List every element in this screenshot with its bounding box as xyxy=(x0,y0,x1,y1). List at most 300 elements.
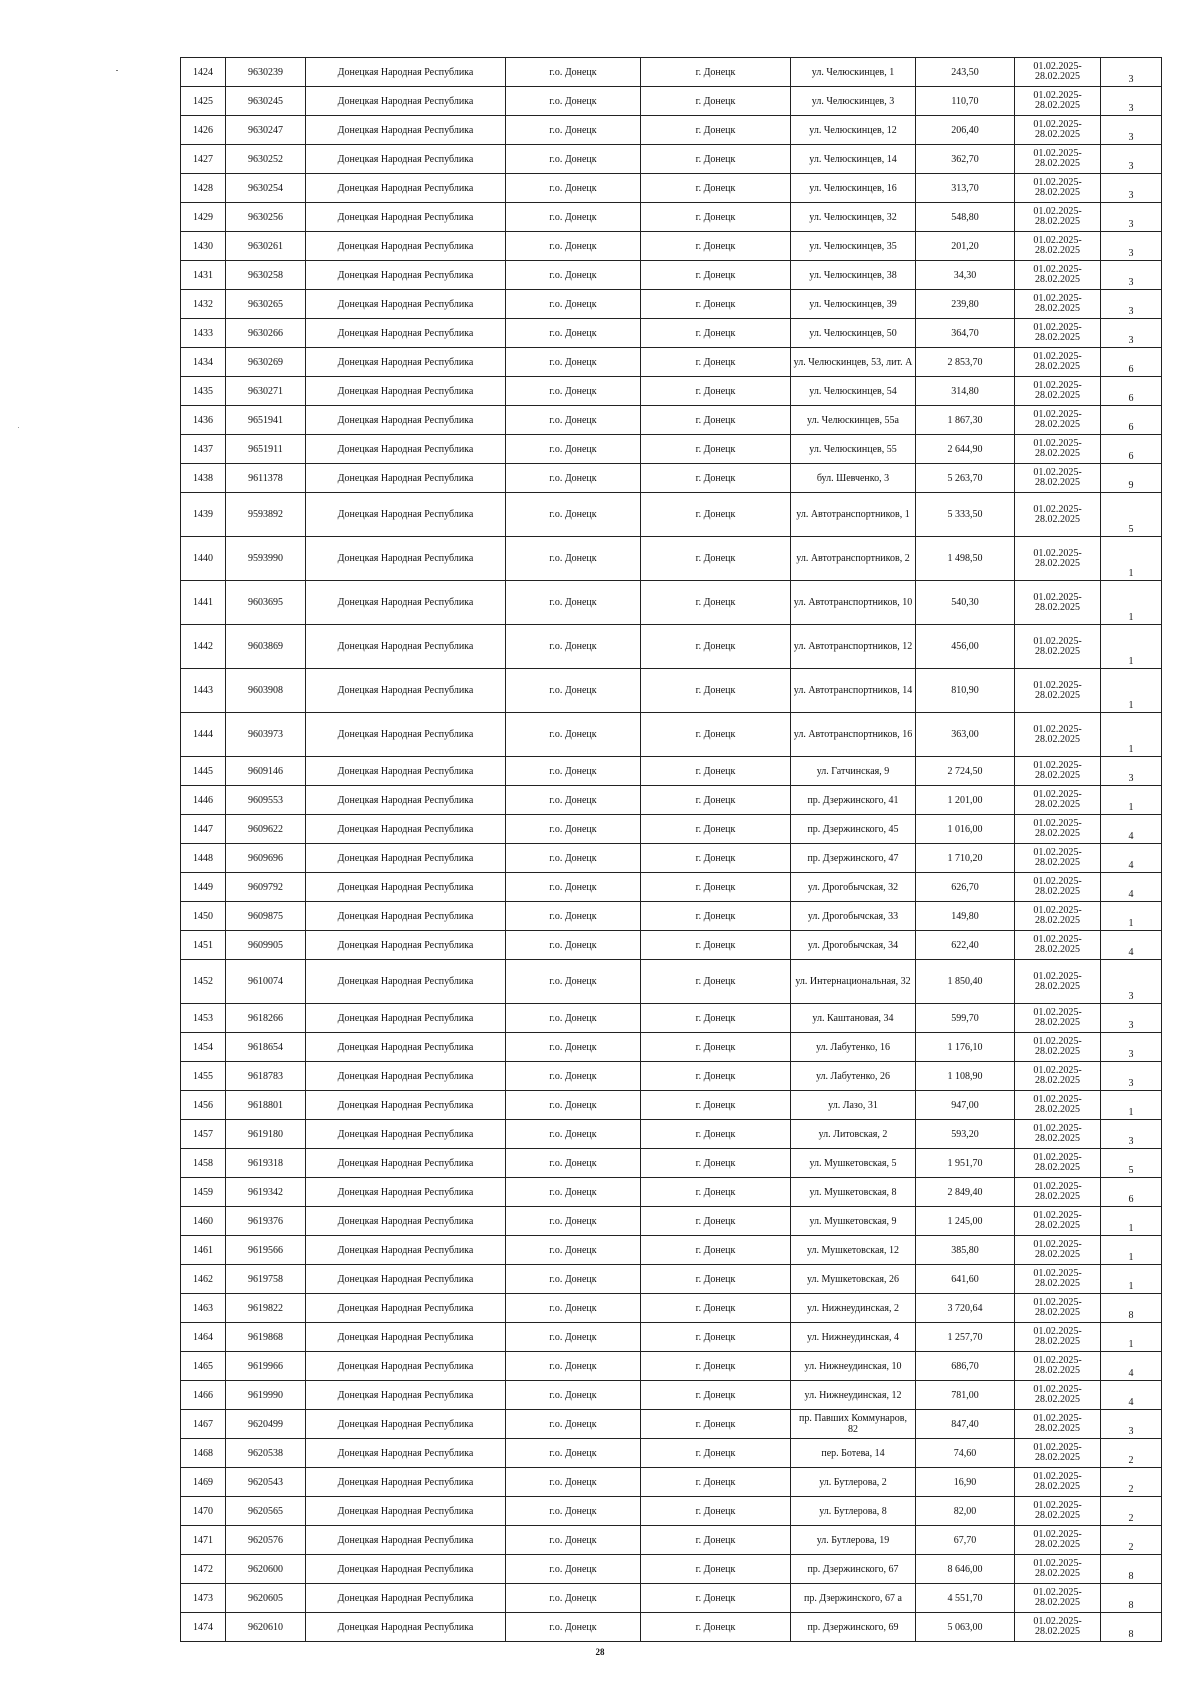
table-row xyxy=(181,757,1162,786)
period-end: 28.02.2025 xyxy=(1035,1452,1080,1463)
table-row xyxy=(181,116,1162,145)
period-cell xyxy=(1015,786,1101,815)
object-id-cell: 9619758 xyxy=(226,1265,306,1294)
area-cell: 385,80 xyxy=(916,1236,1015,1265)
address-cell: бул. Шевченко, 3 xyxy=(791,464,916,493)
period-end: 28.02.2025 xyxy=(1035,419,1080,430)
table-row xyxy=(181,58,1162,87)
table-row xyxy=(181,713,1162,757)
period-cell xyxy=(1015,1352,1101,1381)
count-cell: 6 xyxy=(1101,435,1162,464)
object-id-cell: 9620605 xyxy=(226,1584,306,1613)
count-cell: 3 xyxy=(1101,960,1162,1004)
object-id-cell: 9609905 xyxy=(226,931,306,960)
table-row xyxy=(181,1381,1162,1410)
table-row xyxy=(181,537,1162,581)
period-cell xyxy=(1015,757,1101,786)
row-number-cell: 1437 xyxy=(181,435,226,464)
okrug-cell: г.о. Донецк xyxy=(506,1381,641,1410)
count-cell: 8 xyxy=(1101,1613,1162,1642)
city-cell: г. Донецк xyxy=(641,625,791,669)
table-row xyxy=(181,1033,1162,1062)
region-cell: Донецкая Народная Республика xyxy=(306,1323,506,1352)
region-cell: Донецкая Народная Республика xyxy=(306,464,506,493)
count-cell: 1 xyxy=(1101,581,1162,625)
okrug-cell: г.о. Донецк xyxy=(506,713,641,757)
period-end: 28.02.2025 xyxy=(1035,1017,1080,1028)
row-number-cell: 1466 xyxy=(181,1381,226,1410)
row-number-cell: 1458 xyxy=(181,1149,226,1178)
region-cell: Донецкая Народная Республика xyxy=(306,669,506,713)
row-number-cell: 1425 xyxy=(181,87,226,116)
count-cell: 3 xyxy=(1101,1410,1162,1439)
area-cell: 313,70 xyxy=(916,174,1015,203)
row-number-cell: 1461 xyxy=(181,1236,226,1265)
period-cell xyxy=(1015,931,1101,960)
area-cell: 847,40 xyxy=(916,1410,1015,1439)
area-cell: 686,70 xyxy=(916,1352,1015,1381)
period-end: 28.02.2025 xyxy=(1035,216,1080,227)
row-number-cell: 1464 xyxy=(181,1323,226,1352)
object-id-cell: 9620565 xyxy=(226,1497,306,1526)
area-cell: 362,70 xyxy=(916,145,1015,174)
period-start: 01.02.2025- xyxy=(1033,1065,1082,1076)
period-start: 01.02.2025- xyxy=(1033,322,1082,333)
period-cell xyxy=(1015,1613,1101,1642)
table-row xyxy=(181,174,1162,203)
address-cell: ул. Автотранспортников, 10 xyxy=(791,581,916,625)
period-start: 01.02.2025- xyxy=(1033,818,1082,829)
region-cell: Донецкая Народная Республика xyxy=(306,1033,506,1062)
count-cell: 1 xyxy=(1101,1207,1162,1236)
region-cell: Донецкая Народная Республика xyxy=(306,145,506,174)
region-cell: Донецкая Народная Республика xyxy=(306,377,506,406)
count-cell: 3 xyxy=(1101,1004,1162,1033)
region-cell: Донецкая Народная Республика xyxy=(306,319,506,348)
object-id-cell: 9611378 xyxy=(226,464,306,493)
address-cell: ул. Нижнеудинская, 4 xyxy=(791,1323,916,1352)
city-cell: г. Донецк xyxy=(641,261,791,290)
table-row xyxy=(181,1265,1162,1294)
period-end: 28.02.2025 xyxy=(1035,645,1080,657)
region-cell: Донецкая Народная Республика xyxy=(306,1120,506,1149)
count-cell: 1 xyxy=(1101,1091,1162,1120)
region-cell: Донецкая Народная Республика xyxy=(306,116,506,145)
period-start: 01.02.2025- xyxy=(1033,1471,1082,1482)
area-cell: 540,30 xyxy=(916,581,1015,625)
okrug-cell: г.о. Донецк xyxy=(506,757,641,786)
address-cell: пр. Дзержинского, 47 xyxy=(791,844,916,873)
area-cell: 5 263,70 xyxy=(916,464,1015,493)
row-number-cell: 1440 xyxy=(181,537,226,581)
region-cell: Донецкая Народная Республика xyxy=(306,873,506,902)
address-cell: ул. Лабутенко, 16 xyxy=(791,1033,916,1062)
period-end: 28.02.2025 xyxy=(1035,71,1080,82)
row-number-cell: 1431 xyxy=(181,261,226,290)
count-cell: 8 xyxy=(1101,1584,1162,1613)
period-cell xyxy=(1015,1439,1101,1468)
table-row xyxy=(181,464,1162,493)
city-cell: г. Донецк xyxy=(641,669,791,713)
city-cell: г. Донецк xyxy=(641,290,791,319)
period-start: 01.02.2025- xyxy=(1033,467,1082,478)
okrug-cell: г.о. Донецк xyxy=(506,931,641,960)
table-row xyxy=(181,1149,1162,1178)
table-row xyxy=(181,1555,1162,1584)
area-cell: 2 853,70 xyxy=(916,348,1015,377)
city-cell: г. Донецк xyxy=(641,931,791,960)
region-cell: Донецкая Народная Республика xyxy=(306,290,506,319)
table-body xyxy=(181,58,1162,1642)
table-row xyxy=(181,1004,1162,1033)
area-cell: 1 498,50 xyxy=(916,537,1015,581)
period-end: 28.02.2025 xyxy=(1035,1046,1080,1057)
area-cell: 1 257,70 xyxy=(916,1323,1015,1352)
period-end: 28.02.2025 xyxy=(1035,733,1080,745)
period-end: 28.02.2025 xyxy=(1035,1104,1080,1115)
okrug-cell: г.о. Донецк xyxy=(506,1497,641,1526)
city-cell: г. Донецк xyxy=(641,1120,791,1149)
count-cell: 1 xyxy=(1101,1236,1162,1265)
row-number-cell: 1451 xyxy=(181,931,226,960)
object-id-cell: 9620538 xyxy=(226,1439,306,1468)
row-number-cell: 1429 xyxy=(181,203,226,232)
object-id-cell: 9609553 xyxy=(226,786,306,815)
area-cell: 2 724,50 xyxy=(916,757,1015,786)
region-cell: Донецкая Народная Республика xyxy=(306,815,506,844)
row-number-cell: 1433 xyxy=(181,319,226,348)
table-row xyxy=(181,581,1162,625)
count-cell: 4 xyxy=(1101,1352,1162,1381)
period-start: 01.02.2025- xyxy=(1033,206,1082,217)
okrug-cell: г.о. Донецк xyxy=(506,1410,641,1439)
period-cell xyxy=(1015,406,1101,435)
region-cell: Донецкая Народная Республика xyxy=(306,902,506,931)
city-cell: г. Донецк xyxy=(641,1584,791,1613)
period-start: 01.02.2025- xyxy=(1033,1007,1082,1018)
address-cell: пр. Дзержинского, 69 xyxy=(791,1613,916,1642)
count-cell: 5 xyxy=(1101,1149,1162,1178)
period-start: 01.02.2025- xyxy=(1033,1413,1082,1424)
page-number: 28 xyxy=(595,1647,605,1657)
period-cell xyxy=(1015,844,1101,873)
count-cell: 5 xyxy=(1101,493,1162,537)
period-start: 01.02.2025- xyxy=(1033,351,1082,362)
address-cell: ул. Челюскинцев, 39 xyxy=(791,290,916,319)
count-cell: 3 xyxy=(1101,58,1162,87)
area-cell: 243,50 xyxy=(916,58,1015,87)
table-row xyxy=(181,786,1162,815)
city-cell: г. Донецк xyxy=(641,1004,791,1033)
count-cell: 3 xyxy=(1101,290,1162,319)
object-id-cell: 9618801 xyxy=(226,1091,306,1120)
address-cell: ул. Челюскинцев, 55 xyxy=(791,435,916,464)
object-id-cell: 9630256 xyxy=(226,203,306,232)
address-cell: ул. Мушкетовская, 12 xyxy=(791,1236,916,1265)
area-cell: 1 710,20 xyxy=(916,844,1015,873)
table-row xyxy=(181,902,1162,931)
period-cell xyxy=(1015,435,1101,464)
period-cell xyxy=(1015,1497,1101,1526)
okrug-cell: г.о. Донецк xyxy=(506,1352,641,1381)
period-cell xyxy=(1015,1178,1101,1207)
address-cell: ул. Интернациональная, 32 xyxy=(791,960,916,1004)
row-number-cell: 1471 xyxy=(181,1526,226,1555)
period-cell xyxy=(1015,261,1101,290)
object-id-cell: 9630252 xyxy=(226,145,306,174)
area-cell: 16,90 xyxy=(916,1468,1015,1497)
object-id-cell: 9593892 xyxy=(226,493,306,537)
object-id-cell: 9619566 xyxy=(226,1236,306,1265)
table-row xyxy=(181,625,1162,669)
okrug-cell: г.о. Донецк xyxy=(506,873,641,902)
area-cell: 1 245,00 xyxy=(916,1207,1015,1236)
city-cell: г. Донецк xyxy=(641,1526,791,1555)
period-start: 01.02.2025- xyxy=(1033,591,1082,603)
row-number-cell: 1434 xyxy=(181,348,226,377)
address-cell: ул. Бутлерова, 8 xyxy=(791,1497,916,1526)
address-cell: ул. Мушкетовская, 26 xyxy=(791,1265,916,1294)
period-end: 28.02.2025 xyxy=(1035,1365,1080,1376)
area-cell: 947,00 xyxy=(916,1091,1015,1120)
okrug-cell: г.о. Донецк xyxy=(506,58,641,87)
period-end: 28.02.2025 xyxy=(1035,303,1080,314)
area-cell: 1 108,90 xyxy=(916,1062,1015,1091)
city-cell: г. Донецк xyxy=(641,1410,791,1439)
period-end: 28.02.2025 xyxy=(1035,1423,1080,1434)
table-row xyxy=(181,931,1162,960)
city-cell: г. Донецк xyxy=(641,348,791,377)
city-cell: г. Донецк xyxy=(641,1062,791,1091)
table-row xyxy=(181,87,1162,116)
period-cell xyxy=(1015,1555,1101,1584)
city-cell: г. Донецк xyxy=(641,873,791,902)
count-cell: 3 xyxy=(1101,174,1162,203)
address-cell: пер. Ботева, 14 xyxy=(791,1439,916,1468)
row-number-cell: 1468 xyxy=(181,1439,226,1468)
city-cell: г. Донецк xyxy=(641,1497,791,1526)
object-id-cell: 9619180 xyxy=(226,1120,306,1149)
okrug-cell: г.о. Донецк xyxy=(506,1294,641,1323)
region-cell: Донецкая Народная Республика xyxy=(306,1004,506,1033)
address-cell: ул. Нижнеудинская, 2 xyxy=(791,1294,916,1323)
row-number-cell: 1428 xyxy=(181,174,226,203)
row-number-cell: 1456 xyxy=(181,1091,226,1120)
okrug-cell: г.о. Донецк xyxy=(506,1033,641,1062)
table-row xyxy=(181,844,1162,873)
period-start: 01.02.2025- xyxy=(1033,380,1082,391)
region-cell: Донецкая Народная Республика xyxy=(306,1613,506,1642)
row-number-cell: 1436 xyxy=(181,406,226,435)
area-cell: 110,70 xyxy=(916,87,1015,116)
period-start: 01.02.2025- xyxy=(1033,1239,1082,1250)
period-start: 01.02.2025- xyxy=(1033,1268,1082,1279)
period-cell xyxy=(1015,1381,1101,1410)
city-cell: г. Донецк xyxy=(641,902,791,931)
period-start: 01.02.2025- xyxy=(1033,1152,1082,1163)
count-cell: 1 xyxy=(1101,713,1162,757)
period-start: 01.02.2025- xyxy=(1033,1123,1082,1134)
table-row xyxy=(181,1468,1162,1497)
period-end: 28.02.2025 xyxy=(1035,1162,1080,1173)
count-cell: 3 xyxy=(1101,261,1162,290)
city-cell: г. Донецк xyxy=(641,1207,791,1236)
period-start: 01.02.2025- xyxy=(1033,1558,1082,1569)
okrug-cell: г.о. Донецк xyxy=(506,406,641,435)
city-cell: г. Донецк xyxy=(641,757,791,786)
area-cell: 1 951,70 xyxy=(916,1149,1015,1178)
period-end: 28.02.2025 xyxy=(1035,799,1080,810)
region-cell: Донецкая Народная Республика xyxy=(306,1091,506,1120)
count-cell: 2 xyxy=(1101,1468,1162,1497)
period-end: 28.02.2025 xyxy=(1035,1249,1080,1260)
period-cell xyxy=(1015,669,1101,713)
region-cell: Донецкая Народная Республика xyxy=(306,931,506,960)
region-cell: Донецкая Народная Республика xyxy=(306,203,506,232)
region-cell: Донецкая Народная Республика xyxy=(306,1236,506,1265)
okrug-cell: г.о. Донецк xyxy=(506,377,641,406)
period-cell xyxy=(1015,713,1101,757)
period-cell xyxy=(1015,377,1101,406)
address-cell: ул. Бутлерова, 19 xyxy=(791,1526,916,1555)
row-number-cell: 1465 xyxy=(181,1352,226,1381)
row-number-cell: 1452 xyxy=(181,960,226,1004)
period-end: 28.02.2025 xyxy=(1035,1220,1080,1231)
region-cell: Донецкая Народная Республика xyxy=(306,1410,506,1439)
address-cell: ул. Гатчинская, 9 xyxy=(791,757,916,786)
period-start: 01.02.2025- xyxy=(1033,789,1082,800)
period-end: 28.02.2025 xyxy=(1035,245,1080,256)
table-row xyxy=(181,261,1162,290)
object-id-cell: 9619342 xyxy=(226,1178,306,1207)
period-start: 01.02.2025- xyxy=(1033,1036,1082,1047)
object-id-cell: 9619318 xyxy=(226,1149,306,1178)
object-id-cell: 9610074 xyxy=(226,960,306,1004)
period-start: 01.02.2025- xyxy=(1033,723,1082,735)
region-cell: Донецкая Народная Республика xyxy=(306,786,506,815)
period-cell xyxy=(1015,145,1101,174)
area-cell: 456,00 xyxy=(916,625,1015,669)
okrug-cell: г.о. Донецк xyxy=(506,625,641,669)
area-cell: 363,00 xyxy=(916,713,1015,757)
object-id-cell: 9609622 xyxy=(226,815,306,844)
period-start: 01.02.2025- xyxy=(1033,1529,1082,1540)
period-cell xyxy=(1015,1149,1101,1178)
region-cell: Донецкая Народная Республика xyxy=(306,1584,506,1613)
area-cell: 82,00 xyxy=(916,1497,1015,1526)
okrug-cell: г.о. Донецк xyxy=(506,232,641,261)
row-number-cell: 1449 xyxy=(181,873,226,902)
period-end: 28.02.2025 xyxy=(1035,557,1080,569)
area-cell: 593,20 xyxy=(916,1120,1015,1149)
area-cell: 1 850,40 xyxy=(916,960,1015,1004)
period-end: 28.02.2025 xyxy=(1035,886,1080,897)
count-cell: 9 xyxy=(1101,464,1162,493)
city-cell: г. Донецк xyxy=(641,1381,791,1410)
period-cell xyxy=(1015,319,1101,348)
city-cell: г. Донецк xyxy=(641,1323,791,1352)
period-cell xyxy=(1015,815,1101,844)
region-cell: Донецкая Народная Республика xyxy=(306,348,506,377)
object-id-cell: 9619376 xyxy=(226,1207,306,1236)
table-row xyxy=(181,1497,1162,1526)
okrug-cell: г.о. Донецк xyxy=(506,815,641,844)
row-number-cell: 1454 xyxy=(181,1033,226,1062)
table-row xyxy=(181,435,1162,464)
city-cell: г. Донецк xyxy=(641,1265,791,1294)
region-cell: Донецкая Народная Республика xyxy=(306,232,506,261)
okrug-cell: г.о. Донецк xyxy=(506,261,641,290)
okrug-cell: г.о. Донецк xyxy=(506,786,641,815)
address-cell: ул. Автотранспортников, 14 xyxy=(791,669,916,713)
period-cell xyxy=(1015,58,1101,87)
region-cell: Донецкая Народная Республика xyxy=(306,1294,506,1323)
table-row xyxy=(181,960,1162,1004)
count-cell: 1 xyxy=(1101,902,1162,931)
period-end: 28.02.2025 xyxy=(1035,915,1080,926)
region-cell: Донецкая Народная Республика xyxy=(306,1062,506,1091)
object-id-cell: 9618654 xyxy=(226,1033,306,1062)
buildings-registry-table xyxy=(180,57,1162,1642)
period-end: 28.02.2025 xyxy=(1035,448,1080,459)
okrug-cell: г.о. Донецк xyxy=(506,145,641,174)
period-end: 28.02.2025 xyxy=(1035,689,1080,701)
city-cell: г. Донецк xyxy=(641,1033,791,1062)
address-cell: ул. Лабутенко, 26 xyxy=(791,1062,916,1091)
count-cell: 3 xyxy=(1101,87,1162,116)
address-cell: ул. Автотранспортников, 1 xyxy=(791,493,916,537)
period-end: 28.02.2025 xyxy=(1035,980,1080,992)
object-id-cell: 9603973 xyxy=(226,713,306,757)
period-cell xyxy=(1015,87,1101,116)
count-cell: 4 xyxy=(1101,815,1162,844)
okrug-cell: г.о. Донецк xyxy=(506,1207,641,1236)
table-row xyxy=(181,145,1162,174)
address-cell: пр. Дзержинского, 41 xyxy=(791,786,916,815)
okrug-cell: г.о. Донецк xyxy=(506,290,641,319)
okrug-cell: г.о. Донецк xyxy=(506,1584,641,1613)
row-number-cell: 1432 xyxy=(181,290,226,319)
table-row xyxy=(181,1294,1162,1323)
okrug-cell: г.о. Донецк xyxy=(506,844,641,873)
address-cell: ул. Автотранспортников, 16 xyxy=(791,713,916,757)
row-number-cell: 1447 xyxy=(181,815,226,844)
address-cell: ул. Челюскинцев, 16 xyxy=(791,174,916,203)
period-cell xyxy=(1015,902,1101,931)
table-row xyxy=(181,1120,1162,1149)
period-start: 01.02.2025- xyxy=(1033,438,1082,449)
object-id-cell: 9618783 xyxy=(226,1062,306,1091)
count-cell: 2 xyxy=(1101,1439,1162,1468)
count-cell: 3 xyxy=(1101,145,1162,174)
okrug-cell: г.о. Донецк xyxy=(506,464,641,493)
region-cell: Донецкая Народная Республика xyxy=(306,174,506,203)
period-start: 01.02.2025- xyxy=(1033,905,1082,916)
period-end: 28.02.2025 xyxy=(1035,1626,1080,1637)
period-end: 28.02.2025 xyxy=(1035,1133,1080,1144)
period-start: 01.02.2025- xyxy=(1033,264,1082,275)
period-end: 28.02.2025 xyxy=(1035,477,1080,488)
count-cell: 6 xyxy=(1101,1178,1162,1207)
region-cell: Донецкая Народная Республика xyxy=(306,1352,506,1381)
address-cell: ул. Литовская, 2 xyxy=(791,1120,916,1149)
period-start: 01.02.2025- xyxy=(1033,409,1082,420)
area-cell: 5 333,50 xyxy=(916,493,1015,537)
region-cell: Донецкая Народная Республика xyxy=(306,493,506,537)
period-cell xyxy=(1015,348,1101,377)
row-number-cell: 1430 xyxy=(181,232,226,261)
row-number-cell: 1470 xyxy=(181,1497,226,1526)
